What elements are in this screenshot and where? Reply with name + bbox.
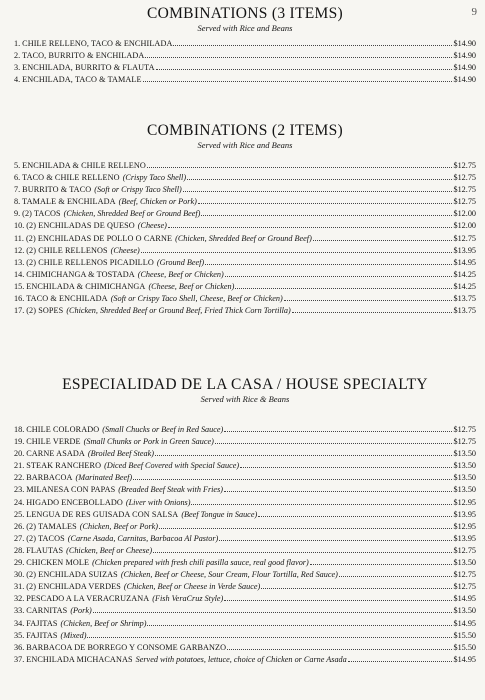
item-name: (2) ENCHILADA SUIZAS (26, 570, 118, 580)
menu-item (14, 508, 476, 520)
dot-leader (183, 183, 453, 192)
item-description: (Carne Asada, Carnitas, Barbacoa Al Pastor) (67, 533, 219, 543)
item-price: $14.90 (453, 75, 476, 85)
item-price: $12.75 (453, 582, 476, 592)
item-description: (Cheese) (110, 245, 140, 255)
item-name: ENCHILADA & CHIMICHANGA (26, 281, 146, 291)
menu-item (14, 292, 476, 304)
menu-item (14, 280, 476, 292)
item-price: $14.95 (453, 594, 476, 604)
menu-item (14, 244, 476, 256)
item-name: CHIMICHANGA & TOSTADA (26, 269, 135, 279)
item-number: 3. (14, 63, 21, 73)
item-name: (2) TACOS (22, 209, 61, 219)
menu-item-list (14, 159, 476, 316)
item-description: (Chicken, Beef or Cheese) (66, 545, 153, 555)
item-number: 27. (14, 533, 25, 543)
item-number: 34. (14, 618, 25, 628)
menu-item (14, 232, 476, 244)
menu-item (14, 556, 476, 568)
item-price: $12.75 (453, 197, 476, 207)
item-number: 8. (14, 197, 21, 207)
item-name: (2) SOPES (26, 306, 64, 316)
item-price: $13.75 (453, 306, 476, 316)
dot-leader (155, 447, 453, 456)
item-description: (Chicken, Shredded Beef or Ground Beef, Fried Thick Corn Tortilla) (66, 306, 291, 316)
dot-leader (147, 159, 453, 168)
section-title: ESPECIALIDAD DE LA CASA / HOUSE SPECIALTY (62, 376, 428, 393)
item-name: STEAK RANCHERO (26, 461, 102, 471)
dot-leader (191, 496, 452, 505)
item-price: $13.95 (453, 245, 476, 255)
item-price: $13.50 (453, 461, 476, 471)
item-name: CHILE VERDE (26, 437, 81, 447)
item-number: 26. (14, 521, 25, 531)
item-number: 21. (14, 461, 25, 471)
item-number: 23. (14, 485, 25, 495)
item-price: $13.50 (453, 558, 476, 568)
menu-item (14, 183, 476, 195)
item-price: $12.75 (453, 185, 476, 195)
menu-item (14, 195, 476, 207)
menu-item (14, 471, 476, 483)
item-description: (Cheese, Beef or Chicken) (137, 269, 224, 279)
dot-leader (168, 219, 453, 228)
item-description: (Pork) (70, 606, 92, 616)
item-price: $13.50 (453, 606, 476, 616)
dot-leader (173, 37, 452, 46)
item-name: ENCHILADA, BURRITO & FLAUTA (22, 63, 155, 73)
section-title: COMBINATIONS (3 ITEMS) (146, 5, 344, 22)
item-name: HIGADO ENCEBOLLADO (26, 497, 123, 507)
menu-item (14, 73, 476, 85)
item-description: (Broiled Beef Steak) (87, 449, 154, 459)
menu-item (14, 304, 476, 316)
page-marker: 9 (471, 6, 477, 18)
item-price: $12.75 (453, 570, 476, 580)
menu-item (14, 49, 476, 61)
item-description: (Liver with Onions) (125, 497, 191, 507)
item-name: ENCHILADA MICHACANAS (26, 654, 133, 664)
item-description: (Breaded Beef Steak with Fries) (118, 485, 223, 495)
menu-item (14, 435, 476, 447)
dot-leader (348, 653, 453, 662)
item-price: $15.50 (453, 630, 476, 640)
item-number: 24. (14, 497, 25, 507)
item-description: (Marinated Beef) (75, 473, 133, 483)
item-description: (Diced Beef Covered with Special Sauce) (104, 461, 240, 471)
section-combinations-2-items (14, 122, 476, 316)
item-name: TACO & ENCHILADA (26, 294, 108, 304)
item-number: 20. (14, 449, 25, 459)
item-number: 31. (14, 582, 25, 592)
menu-item (14, 653, 476, 665)
item-name: CARNE ASADA (26, 449, 85, 459)
menu-item (14, 268, 476, 280)
item-price: $13.50 (453, 473, 476, 483)
section-subtitle: Served with Rice & Beans (200, 394, 290, 404)
item-name: (2) TAMALES (26, 521, 77, 531)
dot-leader (258, 508, 452, 517)
item-number: 5. (14, 161, 21, 170)
item-number: 14. (14, 269, 25, 279)
item-name: CHILE RELLENO, TACO & ENCHILADA (22, 39, 173, 48)
item-description: (Chicken, Beef or Pork) (79, 521, 159, 531)
item-name: BARBACOA (26, 473, 73, 483)
item-name: CARNITAS (26, 606, 68, 616)
item-description: (Chicken, Shredded Beef or Ground Beef) (63, 209, 201, 219)
item-price: $12.75 (453, 545, 476, 555)
dot-leader (159, 520, 452, 529)
item-description: Served with potatoes, lettuce, choice of Chicken or Carne Asada (135, 654, 347, 664)
item-price: $14.95 (453, 618, 476, 628)
item-number: 11. (14, 233, 24, 243)
item-name: FAJITAS (26, 630, 58, 640)
item-price: $13.95 (453, 533, 476, 543)
item-description: (Cheese) (137, 221, 167, 231)
item-price: $12.95 (453, 497, 476, 507)
item-description: (Small Chunks or Pork in Green Sauce) (83, 437, 214, 447)
dot-leader (133, 471, 452, 480)
dot-leader (143, 73, 453, 82)
menu-item (14, 568, 476, 580)
menu-item (14, 629, 476, 641)
item-number: 25. (14, 509, 25, 519)
dot-leader (153, 544, 452, 553)
dot-leader (339, 568, 453, 577)
item-description: (Small Chucks or Beef in Red Sauce) (102, 425, 224, 434)
item-name: FLAUTAS (26, 545, 64, 555)
item-number: 1. (14, 39, 21, 48)
dot-leader (284, 292, 453, 301)
item-name: MILANESA CON PAPAS (26, 485, 116, 495)
item-number: 28. (14, 545, 25, 555)
menu-item (14, 37, 476, 49)
item-description: (Cheese, Beef or Chicken) (148, 281, 235, 291)
item-number: 4. (14, 75, 21, 85)
menu-item (14, 483, 476, 495)
dot-leader (201, 207, 452, 216)
section-title: COMBINATIONS (2 ITEMS) (146, 122, 344, 139)
item-name: (2) CHILE RELLENOS (26, 245, 108, 255)
item-description: (Fish VeraCruz Style) (152, 594, 224, 604)
dot-leader (145, 49, 452, 58)
item-price: $15.50 (453, 642, 476, 652)
item-price: $13.50 (453, 449, 476, 459)
item-price: $13.50 (453, 485, 476, 495)
menu-item (14, 256, 476, 268)
item-price: $12.00 (453, 209, 476, 219)
item-name: (2) TACOS (26, 533, 65, 543)
item-price: $12.00 (453, 221, 476, 231)
item-name: (2) ENCHILADA VERDES (26, 582, 121, 592)
item-name: CHILE COLORADO (26, 425, 100, 434)
item-number: 22. (14, 473, 25, 483)
item-name: PESCADO A LA VERACRUZANA (26, 594, 150, 604)
item-description: (Soft or Crispy Taco Shell, Cheese, Beef or Chicken) (110, 294, 283, 304)
item-price: $14.90 (453, 51, 476, 61)
item-price: $12.75 (453, 425, 476, 434)
item-description: (Crispy Taco Shell) (122, 173, 187, 183)
menu-item (14, 219, 476, 231)
menu-item (14, 617, 476, 629)
item-number: 29. (14, 558, 25, 568)
item-price: $14.90 (453, 39, 476, 48)
item-number: 19. (14, 437, 25, 447)
section-house-specialty (14, 376, 476, 665)
item-number: 6. (14, 173, 21, 183)
item-number: 7. (14, 185, 21, 195)
section-combinations-3-items (14, 5, 476, 85)
item-price: $13.75 (453, 294, 476, 304)
menu-item (14, 207, 476, 219)
item-number: 33. (14, 606, 25, 616)
item-number: 35. (14, 630, 25, 640)
dot-leader (224, 423, 452, 432)
menu-item (14, 520, 476, 532)
item-name: BURRITO & TACO (22, 185, 92, 195)
item-description: (Ground Beef) (156, 257, 205, 267)
item-number: 30. (14, 570, 25, 580)
item-description: (Chicken, Beef or Cheese in Verde Sauce) (123, 582, 261, 592)
item-description: (Chicken, Beef or Shrimp) (60, 618, 147, 628)
item-description: (Chicken, Beef or Cheese, Sour Cream, Flour Tortilla, Red Sauce) (120, 570, 338, 580)
item-description: (Soft or Crispy Taco Shell) (94, 185, 182, 195)
dot-leader (198, 195, 453, 204)
item-name: CHICKEN MOLE (26, 558, 90, 568)
dot-leader (156, 61, 453, 70)
item-name: (2) ENCHILADAS DE QUESO (26, 221, 135, 231)
item-price: $13.95 (453, 509, 476, 519)
item-name: FAJITAS (26, 618, 58, 628)
menu-item (14, 544, 476, 556)
dot-leader (187, 171, 452, 180)
item-description: (Mixed) (60, 630, 87, 640)
menu-item-list (14, 37, 476, 85)
item-number: 12. (14, 245, 25, 255)
item-price: $12.75 (453, 173, 476, 183)
item-number: 16. (14, 294, 25, 304)
item-description: (Chicken, Shredded Beef or Ground Beef) (175, 233, 312, 243)
item-name: (2) ENCHILADAS DE POLLO O CARNE (25, 233, 173, 243)
menu-item (14, 580, 476, 592)
item-number: 2. (14, 51, 21, 61)
item-number: 15. (14, 281, 25, 291)
dot-leader (205, 256, 452, 265)
item-name: TAMALE & ENCHILADA (22, 197, 116, 207)
dot-leader (310, 556, 453, 565)
item-number: 9. (14, 209, 21, 219)
dot-leader (313, 232, 453, 241)
item-price: $12.95 (453, 521, 476, 531)
item-price: $12.75 (453, 161, 476, 170)
item-name: BARBACOA DE BORREGO Y CONSOME GARBANZO (26, 642, 227, 652)
menu-item (14, 604, 476, 616)
item-number: 36. (14, 642, 25, 652)
section-subtitle: Served with Rice and Beans (197, 140, 293, 150)
item-price: $14.95 (453, 257, 476, 267)
item-number: 18. (14, 425, 25, 434)
dot-leader (141, 244, 453, 253)
item-description: (Beef Tongue in Sauce) (181, 509, 258, 519)
dot-leader (147, 617, 452, 626)
dot-leader (87, 629, 452, 638)
item-number: 37. (14, 654, 25, 664)
item-number: 13. (14, 257, 25, 267)
dot-leader (261, 580, 452, 589)
menu-item (14, 459, 476, 471)
dot-leader (227, 641, 452, 650)
menu-item (14, 61, 476, 73)
item-number: 10. (14, 221, 25, 231)
dot-leader (292, 304, 453, 313)
dot-leader (240, 459, 452, 468)
menu-item (14, 171, 476, 183)
menu-item (14, 159, 476, 171)
dot-leader (235, 280, 452, 289)
item-description: (Chicken prepared with fresh chili pasilla sauce, real good flavor) (92, 558, 309, 568)
menu-item (14, 447, 476, 459)
menu-item (14, 496, 476, 508)
item-price: $14.25 (453, 269, 476, 279)
item-price: $14.25 (453, 281, 476, 291)
item-price: $14.95 (453, 654, 476, 664)
item-name: (2) CHILE RELLENOS PICADILLO (26, 257, 154, 267)
item-name: ENCHILADA & CHILE RELLENO (22, 161, 146, 170)
menu-item-list (14, 423, 476, 665)
item-name: ENCHILADA, TACO & TAMALE (22, 75, 142, 85)
item-number: 17. (14, 306, 25, 316)
section-subtitle: Served with Rice and Beans (197, 23, 293, 33)
item-price: $12.75 (453, 437, 476, 447)
item-name: LENGUA DE RES GUISADA CON SALSA (26, 509, 179, 519)
menu-item (14, 592, 476, 604)
dot-leader (215, 435, 453, 444)
menu-item (14, 423, 476, 435)
item-price: $12.75 (453, 233, 476, 243)
dot-leader (224, 483, 453, 492)
item-number: 32. (14, 594, 25, 604)
menu-item (14, 532, 476, 544)
dot-leader (93, 604, 453, 613)
item-description: (Beef, Chicken or Pork) (118, 197, 197, 207)
dot-leader (225, 268, 453, 277)
dot-leader (224, 592, 452, 601)
menu-item (14, 641, 476, 653)
item-price: $14.90 (453, 63, 476, 73)
dot-leader (219, 532, 452, 541)
item-name: TACO & CHILE RELLENO (22, 173, 120, 183)
item-name: TACO, BURRITO & ENCHILADA (22, 51, 145, 61)
